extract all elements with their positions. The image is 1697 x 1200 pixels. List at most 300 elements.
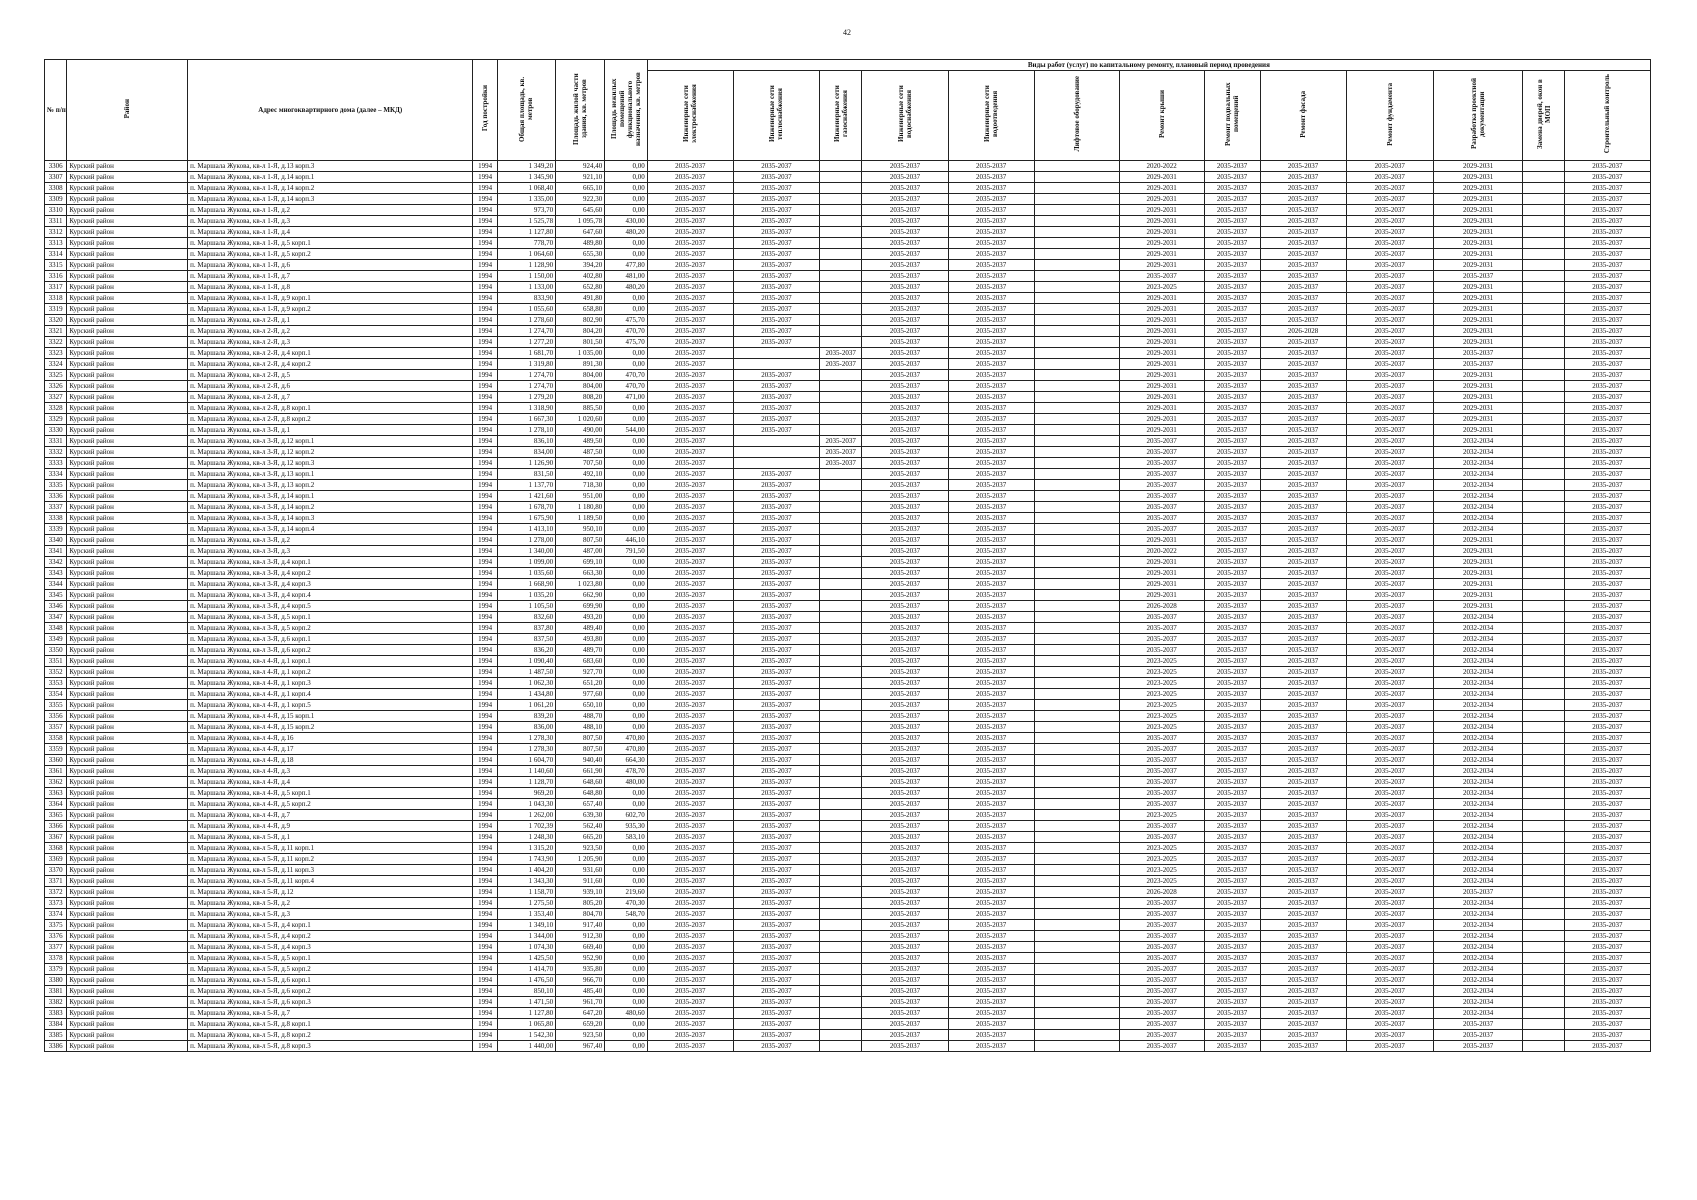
- cell-roof: 2035-2037: [1119, 513, 1204, 524]
- cell-construction-control: 2035-2037: [1564, 898, 1650, 909]
- cell-construction-control: 2035-2037: [1564, 293, 1650, 304]
- table-row: [45, 953, 1651, 964]
- cell-living-area: 491,80: [556, 293, 605, 304]
- cell-nonres-area: 0,00: [605, 403, 647, 414]
- cell-gas: [819, 590, 861, 601]
- cell-nonres-area: 0,00: [605, 249, 647, 260]
- cell-foundation: 2035-2037: [1346, 887, 1433, 898]
- cell-living-area: 807,50: [556, 744, 605, 755]
- cell-gas: [819, 722, 861, 733]
- cell-facade: 2035-2037: [1260, 304, 1346, 315]
- cell-total-area: 1 440,00: [497, 1041, 555, 1052]
- cell-basement: 2035-2037: [1204, 447, 1260, 458]
- cell-living-area: 804,00: [556, 381, 605, 392]
- cell-electric: 2035-2037: [647, 172, 733, 183]
- cell-water: 2035-2037: [862, 1019, 948, 1030]
- cell-gas: 2035-2037: [819, 359, 861, 370]
- cell-doors: [1523, 986, 1564, 997]
- cell-no: 3373: [45, 898, 67, 909]
- cell-electric: 2035-2037: [647, 293, 733, 304]
- cell-heating: 2035-2037: [733, 293, 819, 304]
- cell-gas: [819, 964, 861, 975]
- cell-district: Курский район: [67, 546, 188, 557]
- table-row: [45, 1008, 1651, 1019]
- cell-electric: 2035-2037: [647, 975, 733, 986]
- cell-roof: 2035-2037: [1119, 480, 1204, 491]
- cell-electric: 2035-2037: [647, 909, 733, 920]
- table-row: [45, 381, 1651, 392]
- cell-total-area: 1 064,60: [497, 249, 555, 260]
- cell-address: п. Маршала Жукова, кв-л 5-Я, д.1: [188, 832, 473, 843]
- cell-foundation: 2035-2037: [1346, 755, 1433, 766]
- cell-roof: 2035-2037: [1119, 502, 1204, 513]
- cell-elevator: [1034, 953, 1119, 964]
- cell-basement: 2035-2037: [1204, 403, 1260, 414]
- cell-foundation: 2035-2037: [1346, 436, 1433, 447]
- cell-foundation: 2035-2037: [1346, 623, 1433, 634]
- cell-design: 2029-2031: [1433, 326, 1522, 337]
- cell-electric: 2035-2037: [647, 205, 733, 216]
- cell-total-area: 834,00: [497, 447, 555, 458]
- cell-sewer: 2035-2037: [948, 777, 1034, 788]
- cell-design: 2032-2034: [1433, 436, 1522, 447]
- cell-water: 2035-2037: [862, 535, 948, 546]
- cell-basement: 2035-2037: [1204, 744, 1260, 755]
- cell-elevator: [1034, 271, 1119, 282]
- cell-water: 2035-2037: [862, 667, 948, 678]
- table-row: [45, 876, 1651, 887]
- cell-doors: [1523, 403, 1564, 414]
- cell-total-area: 836,20: [497, 645, 555, 656]
- cell-year: 1994: [473, 1008, 498, 1019]
- cell-sewer: 2035-2037: [948, 326, 1034, 337]
- cell-gas: [819, 700, 861, 711]
- cell-facade: 2035-2037: [1260, 909, 1346, 920]
- cell-elevator: [1034, 887, 1119, 898]
- cell-living-area: 807,50: [556, 733, 605, 744]
- cell-total-area: 1 668,90: [497, 579, 555, 590]
- cell-foundation: 2035-2037: [1346, 953, 1433, 964]
- cell-year: 1994: [473, 711, 498, 722]
- cell-construction-control: 2035-2037: [1564, 282, 1650, 293]
- cell-roof: 2023-2025: [1119, 876, 1204, 887]
- cell-foundation: 2035-2037: [1346, 909, 1433, 920]
- cell-no: 3341: [45, 546, 67, 557]
- cell-nonres-area: 0,00: [605, 469, 647, 480]
- cell-electric: 2035-2037: [647, 359, 733, 370]
- cell-year: 1994: [473, 612, 498, 623]
- cell-heating: [733, 348, 819, 359]
- cell-district: Курский район: [67, 469, 188, 480]
- cell-design: 2035-2037: [1433, 887, 1522, 898]
- cell-year: 1994: [473, 205, 498, 216]
- cell-water: 2035-2037: [862, 931, 948, 942]
- cell-elevator: [1034, 535, 1119, 546]
- cell-sewer: 2035-2037: [948, 953, 1034, 964]
- cell-year: 1994: [473, 260, 498, 271]
- cell-address: п. Маршала Жукова, кв-л 4-Я, д.15 корп.1: [188, 711, 473, 722]
- cell-year: 1994: [473, 865, 498, 876]
- cell-year: 1994: [473, 513, 498, 524]
- cell-design: 2032-2034: [1433, 931, 1522, 942]
- cell-district: Курский район: [67, 656, 188, 667]
- cell-year: 1994: [473, 854, 498, 865]
- cell-address: п. Маршала Жукова, кв-л 5-Я, д.11 корп.4: [188, 876, 473, 887]
- cell-year: 1994: [473, 579, 498, 590]
- cell-electric: 2035-2037: [647, 590, 733, 601]
- cell-year: 1994: [473, 777, 498, 788]
- cell-sewer: 2035-2037: [948, 381, 1034, 392]
- cell-year: 1994: [473, 524, 498, 535]
- cell-basement: 2035-2037: [1204, 678, 1260, 689]
- cell-construction-control: 2035-2037: [1564, 469, 1650, 480]
- cell-doors: [1523, 1041, 1564, 1052]
- cell-gas: [819, 326, 861, 337]
- cell-gas: [819, 953, 861, 964]
- cell-electric: 2035-2037: [647, 634, 733, 645]
- cell-no: 3363: [45, 788, 67, 799]
- cell-district: Курский район: [67, 854, 188, 865]
- cell-water: 2035-2037: [862, 271, 948, 282]
- cell-elevator: [1034, 557, 1119, 568]
- cell-water: 2035-2037: [862, 711, 948, 722]
- cell-living-area: 924,40: [556, 161, 605, 172]
- table-row: [45, 931, 1651, 942]
- table-row: [45, 898, 1651, 909]
- cell-no: 3335: [45, 480, 67, 491]
- cell-facade: 2035-2037: [1260, 260, 1346, 271]
- cell-year: 1994: [473, 942, 498, 953]
- cell-construction-control: 2035-2037: [1564, 546, 1650, 557]
- cell-elevator: [1034, 546, 1119, 557]
- cell-heating: 2035-2037: [733, 546, 819, 557]
- cell-sewer: 2035-2037: [948, 370, 1034, 381]
- cell-living-area: 489,40: [556, 623, 605, 634]
- cell-foundation: 2035-2037: [1346, 282, 1433, 293]
- cell-water: 2035-2037: [862, 700, 948, 711]
- cell-heating: 2035-2037: [733, 667, 819, 678]
- cell-district: Курский район: [67, 205, 188, 216]
- cell-doors: [1523, 755, 1564, 766]
- table-body: [45, 161, 1651, 1052]
- cell-sewer: 2035-2037: [948, 535, 1034, 546]
- cell-design: 2032-2034: [1433, 711, 1522, 722]
- cell-address: п. Маршала Жукова, кв-л 2-Я, д.7: [188, 392, 473, 403]
- cell-sewer: 2035-2037: [948, 755, 1034, 766]
- cell-heating: 2035-2037: [733, 491, 819, 502]
- table-row: [45, 678, 1651, 689]
- cell-living-area: 648,80: [556, 788, 605, 799]
- cell-gas: [819, 777, 861, 788]
- cell-doors: [1523, 480, 1564, 491]
- cell-foundation: 2035-2037: [1346, 689, 1433, 700]
- table-row: [45, 227, 1651, 238]
- cell-design: 2032-2034: [1433, 645, 1522, 656]
- cell-no: 3334: [45, 469, 67, 480]
- cell-gas: [819, 579, 861, 590]
- cell-heating: 2035-2037: [733, 722, 819, 733]
- cell-elevator: [1034, 238, 1119, 249]
- cell-electric: 2035-2037: [647, 700, 733, 711]
- cell-living-area: 961,70: [556, 997, 605, 1008]
- table-row: [45, 392, 1651, 403]
- cell-sewer: 2035-2037: [948, 832, 1034, 843]
- cell-roof: 2023-2025: [1119, 810, 1204, 821]
- cell-construction-control: 2035-2037: [1564, 711, 1650, 722]
- cell-basement: 2035-2037: [1204, 711, 1260, 722]
- cell-roof: 2035-2037: [1119, 942, 1204, 953]
- cell-basement: 2035-2037: [1204, 722, 1260, 733]
- cell-year: 1994: [473, 931, 498, 942]
- cell-basement: 2035-2037: [1204, 546, 1260, 557]
- cell-doors: [1523, 733, 1564, 744]
- cell-gas: [819, 623, 861, 634]
- cell-no: 3337: [45, 502, 67, 513]
- cell-facade: 2035-2037: [1260, 425, 1346, 436]
- cell-basement: 2035-2037: [1204, 854, 1260, 865]
- cell-nonres-area: 480,20: [605, 282, 647, 293]
- cell-facade: 2035-2037: [1260, 194, 1346, 205]
- cell-address: п. Маршала Жукова, кв-л 5-Я, д.8 корп.2: [188, 1030, 473, 1041]
- cell-sewer: 2035-2037: [948, 282, 1034, 293]
- cell-no: 3384: [45, 1019, 67, 1030]
- cell-no: 3314: [45, 249, 67, 260]
- cell-nonres-area: 0,00: [605, 865, 647, 876]
- cell-no: 3353: [45, 678, 67, 689]
- cell-roof: 2035-2037: [1119, 1019, 1204, 1030]
- cell-construction-control: 2035-2037: [1564, 821, 1650, 832]
- cell-address: п. Маршала Жукова, кв-л 4-Я, д.16: [188, 733, 473, 744]
- cell-gas: [819, 260, 861, 271]
- cell-year: 1994: [473, 645, 498, 656]
- cell-nonres-area: 0,00: [605, 722, 647, 733]
- cell-roof: 2035-2037: [1119, 634, 1204, 645]
- cell-roof: 2023-2025: [1119, 843, 1204, 854]
- cell-water: 2035-2037: [862, 172, 948, 183]
- cell-doors: [1523, 656, 1564, 667]
- cell-heating: 2035-2037: [733, 1030, 819, 1041]
- cell-design: 2032-2034: [1433, 513, 1522, 524]
- cell-no: 3330: [45, 425, 67, 436]
- cell-construction-control: 2035-2037: [1564, 304, 1650, 315]
- cell-living-area: 940,40: [556, 755, 605, 766]
- cell-gas: [819, 997, 861, 1008]
- cell-gas: [819, 843, 861, 854]
- cell-basement: 2035-2037: [1204, 1030, 1260, 1041]
- cell-electric: 2035-2037: [647, 1008, 733, 1019]
- cell-elevator: [1034, 491, 1119, 502]
- cell-elevator: [1034, 579, 1119, 590]
- cell-doors: [1523, 931, 1564, 942]
- cell-sewer: 2035-2037: [948, 348, 1034, 359]
- cell-sewer: 2035-2037: [948, 711, 1034, 722]
- cell-roof: 2023-2025: [1119, 854, 1204, 865]
- cell-design: 2032-2034: [1433, 447, 1522, 458]
- cell-construction-control: 2035-2037: [1564, 656, 1650, 667]
- cell-sewer: 2035-2037: [948, 458, 1034, 469]
- cell-doors: [1523, 304, 1564, 315]
- cell-doors: [1523, 546, 1564, 557]
- cell-roof: 2029-2031: [1119, 315, 1204, 326]
- cell-total-area: 1 414,70: [497, 964, 555, 975]
- cell-basement: 2035-2037: [1204, 557, 1260, 568]
- cell-nonres-area: 478,70: [605, 766, 647, 777]
- cell-roof: 2029-2031: [1119, 172, 1204, 183]
- cell-district: Курский район: [67, 359, 188, 370]
- cell-water: 2035-2037: [862, 557, 948, 568]
- cell-year: 1994: [473, 722, 498, 733]
- cell-sewer: 2035-2037: [948, 491, 1034, 502]
- cell-year: 1994: [473, 502, 498, 513]
- table-row: [45, 601, 1651, 612]
- cell-total-area: 1 487,50: [497, 667, 555, 678]
- cell-year: 1994: [473, 469, 498, 480]
- cell-year: 1994: [473, 634, 498, 645]
- cell-district: Курский район: [67, 645, 188, 656]
- cell-address: п. Маршала Жукова, кв-л 1-Я, д.5 корп.2: [188, 249, 473, 260]
- cell-district: Курский район: [67, 821, 188, 832]
- cell-basement: 2035-2037: [1204, 271, 1260, 282]
- cell-total-area: 1 349,20: [497, 161, 555, 172]
- cell-living-area: 967,40: [556, 1041, 605, 1052]
- cell-gas: 2035-2037: [819, 348, 861, 359]
- cell-basement: 2035-2037: [1204, 799, 1260, 810]
- cell-foundation: 2035-2037: [1346, 634, 1433, 645]
- cell-heating: 2035-2037: [733, 161, 819, 172]
- cell-doors: [1523, 1019, 1564, 1030]
- cell-water: 2035-2037: [862, 909, 948, 920]
- cell-district: Курский район: [67, 282, 188, 293]
- cell-roof: 2029-2031: [1119, 337, 1204, 348]
- cell-foundation: 2035-2037: [1346, 480, 1433, 491]
- cell-facade: 2035-2037: [1260, 865, 1346, 876]
- cell-address: п. Маршала Жукова, кв-л 5-Я, д.11 корп.3: [188, 865, 473, 876]
- cell-address: п. Маршала Жукова, кв-л 5-Я, д.7: [188, 1008, 473, 1019]
- cell-doors: [1523, 898, 1564, 909]
- cell-living-area: 922,30: [556, 194, 605, 205]
- work-header-1: Инженерные сети теплоснабжения: [733, 71, 819, 161]
- cell-address: п. Маршала Жукова, кв-л 5-Я, д.12: [188, 887, 473, 898]
- cell-sewer: 2035-2037: [948, 183, 1034, 194]
- cell-foundation: 2035-2037: [1346, 612, 1433, 623]
- cell-facade: 2035-2037: [1260, 777, 1346, 788]
- col-total-area-header: Общая площадь, кв. метров: [497, 60, 555, 161]
- cell-no: 3365: [45, 810, 67, 821]
- cell-design: 2032-2034: [1433, 810, 1522, 821]
- table-row: [45, 777, 1651, 788]
- cell-roof: 2035-2037: [1119, 997, 1204, 1008]
- cell-facade: 2035-2037: [1260, 436, 1346, 447]
- cell-district: Курский район: [67, 667, 188, 678]
- cell-construction-control: 2035-2037: [1564, 381, 1650, 392]
- cell-foundation: 2035-2037: [1346, 733, 1433, 744]
- cell-foundation: 2035-2037: [1346, 964, 1433, 975]
- cell-nonres-area: 477,80: [605, 260, 647, 271]
- cell-construction-control: 2035-2037: [1564, 997, 1650, 1008]
- cell-total-area: 1 090,40: [497, 656, 555, 667]
- cell-construction-control: 2035-2037: [1564, 887, 1650, 898]
- cell-no: 3344: [45, 579, 67, 590]
- cell-address: п. Маршала Жукова, кв-л 3-Я, д.4 корп.2: [188, 568, 473, 579]
- cell-water: 2035-2037: [862, 315, 948, 326]
- cell-total-area: 1 262,00: [497, 810, 555, 821]
- cell-roof: 2029-2031: [1119, 227, 1204, 238]
- cell-living-area: 647,60: [556, 227, 605, 238]
- cell-total-area: 1 278,30: [497, 733, 555, 744]
- cell-water: 2035-2037: [862, 986, 948, 997]
- cell-doors: [1523, 689, 1564, 700]
- cell-roof: 2035-2037: [1119, 931, 1204, 942]
- cell-no: 3306: [45, 161, 67, 172]
- cell-construction-control: 2035-2037: [1564, 590, 1650, 601]
- cell-doors: [1523, 645, 1564, 656]
- cell-design: 2035-2037: [1433, 271, 1522, 282]
- cell-roof: 2023-2025: [1119, 711, 1204, 722]
- cell-basement: 2035-2037: [1204, 315, 1260, 326]
- cell-foundation: 2035-2037: [1346, 997, 1433, 1008]
- cell-living-area: 804,70: [556, 909, 605, 920]
- cell-no: 3364: [45, 799, 67, 810]
- cell-no: 3357: [45, 722, 67, 733]
- cell-roof: 2029-2031: [1119, 579, 1204, 590]
- cell-year: 1994: [473, 161, 498, 172]
- cell-sewer: 2035-2037: [948, 678, 1034, 689]
- table-row: [45, 909, 1651, 920]
- cell-district: Курский район: [67, 304, 188, 315]
- cell-total-area: 1 133,00: [497, 282, 555, 293]
- cell-total-area: 1 421,60: [497, 491, 555, 502]
- cell-facade: 2035-2037: [1260, 590, 1346, 601]
- cell-facade: 2035-2037: [1260, 293, 1346, 304]
- cell-electric: 2035-2037: [647, 304, 733, 315]
- cell-construction-control: 2035-2037: [1564, 678, 1650, 689]
- cell-sewer: 2035-2037: [948, 975, 1034, 986]
- cell-roof: 2029-2031: [1119, 304, 1204, 315]
- cell-nonres-area: 0,00: [605, 491, 647, 502]
- cell-total-area: 778,70: [497, 238, 555, 249]
- cell-electric: 2035-2037: [647, 348, 733, 359]
- cell-doors: [1523, 700, 1564, 711]
- cell-total-area: 1 275,50: [497, 898, 555, 909]
- cell-no: 3378: [45, 953, 67, 964]
- cell-facade: 2035-2037: [1260, 557, 1346, 568]
- cell-no: 3328: [45, 403, 67, 414]
- cell-heating: 2035-2037: [733, 711, 819, 722]
- cell-facade: 2035-2037: [1260, 634, 1346, 645]
- cell-total-area: 1 140,60: [497, 766, 555, 777]
- cell-construction-control: 2035-2037: [1564, 403, 1650, 414]
- cell-living-area: 931,60: [556, 865, 605, 876]
- cell-nonres-area: 0,00: [605, 623, 647, 634]
- cell-nonres-area: 0,00: [605, 854, 647, 865]
- cell-foundation: 2035-2037: [1346, 260, 1433, 271]
- cell-water: 2035-2037: [862, 689, 948, 700]
- cell-heating: 2035-2037: [733, 909, 819, 920]
- cell-total-area: 1 340,00: [497, 546, 555, 557]
- cell-address: п. Маршала Жукова, кв-л 4-Я, д.5 корп.1: [188, 788, 473, 799]
- cell-design: 2032-2034: [1433, 469, 1522, 480]
- cell-design: 2029-2031: [1433, 161, 1522, 172]
- cell-facade: 2035-2037: [1260, 810, 1346, 821]
- cell-roof: 2035-2037: [1119, 964, 1204, 975]
- cell-roof: 2029-2031: [1119, 414, 1204, 425]
- table-row: [45, 964, 1651, 975]
- cell-construction-control: 2035-2037: [1564, 260, 1650, 271]
- cell-foundation: 2035-2037: [1346, 711, 1433, 722]
- cell-water: 2035-2037: [862, 579, 948, 590]
- cell-total-area: 833,90: [497, 293, 555, 304]
- cell-district: Курский район: [67, 964, 188, 975]
